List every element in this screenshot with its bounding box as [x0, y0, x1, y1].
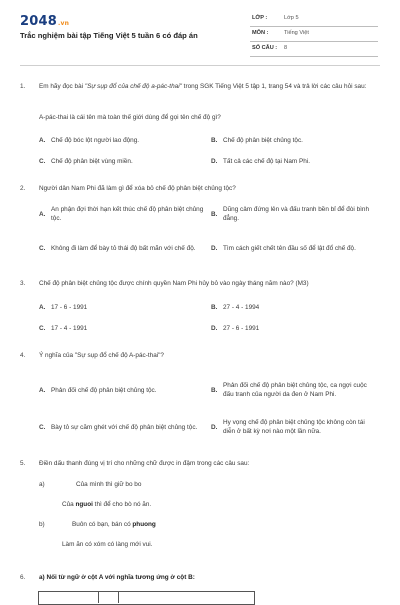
option-text: Chế độ bóc lột người lao động.	[51, 137, 140, 144]
question-text-part: Em hãy đọc bài	[39, 83, 85, 90]
logo-sub: .vn	[57, 20, 70, 27]
option-a[interactable]	[39, 136, 209, 145]
option-c[interactable]	[39, 417, 209, 437]
meta-key: MÔN :	[252, 30, 269, 36]
matching-table	[38, 591, 255, 605]
header-divider	[20, 65, 380, 66]
option-text: Phản đối chế độ phân biệt chủng tộc.	[51, 386, 157, 394]
option-text: Tìm cách giết chết tên đầu số để lật đổ chế độ.	[223, 244, 356, 252]
meta-row-subject	[250, 27, 378, 42]
option-letter: C.	[39, 423, 46, 431]
option-letter: B.	[211, 137, 218, 144]
option-letter: D.	[211, 158, 218, 165]
option-letter: A.	[39, 210, 46, 218]
meta-value: 8	[284, 45, 288, 51]
option-b[interactable]	[211, 303, 376, 312]
option-text: 17 - 4 - 1991	[51, 325, 88, 332]
option-a[interactable]	[39, 204, 209, 224]
meta-row-class	[250, 12, 378, 27]
question-number: 3.	[20, 280, 26, 287]
question-text: Người dân Nam Phi đã làm gì để xóa bỏ chế độ phân biệt chủng tộc?	[39, 185, 236, 192]
option-c[interactable]	[39, 324, 209, 333]
option-letter: B.	[211, 304, 218, 311]
question-number: 4.	[20, 352, 26, 359]
option-text: 27 - 4 - 1994	[223, 304, 260, 311]
option-letter: A.	[39, 137, 46, 144]
option-letter: C.	[39, 244, 46, 252]
option-text: Hy vọng chế độ phân biệt chủng tộc không còn tái diễn ở bất kỳ nơi nào một lần nữa.	[223, 419, 365, 435]
option-letter: C.	[39, 158, 46, 165]
item-line: Của mình thì giữ bo bo	[76, 481, 142, 488]
meta-table	[250, 12, 378, 57]
option-text: Chế độ phân biệt chủng tộc.	[223, 137, 303, 144]
option-letter: D.	[211, 244, 218, 252]
option-c[interactable]	[39, 157, 209, 166]
meta-row-count	[250, 42, 378, 57]
item-label: a)	[39, 481, 45, 488]
meta-value: Lớp 5	[284, 15, 299, 21]
bold-word: phuong	[132, 521, 156, 528]
question-text: a) Nối từ ngữ ở cột A với nghĩa tương ứng ở cột B:	[39, 574, 195, 581]
question-number: 6.	[20, 574, 26, 581]
item-line	[62, 500, 151, 509]
option-text: Tất cả các chế độ tại Nam Phi.	[223, 158, 311, 165]
item-line-part: Buôn có bạn, bán có	[72, 521, 133, 528]
question-subtext: A-pác-thai là cái tên mà toàn thế giới dùng để gọi tên chế độ gì?	[39, 114, 221, 121]
option-letter: D.	[211, 423, 218, 431]
option-b[interactable]	[211, 375, 376, 405]
option-d[interactable]	[211, 324, 376, 333]
option-b[interactable]	[211, 204, 376, 224]
option-letter: B.	[211, 386, 218, 394]
table-column-divider	[118, 591, 119, 603]
option-text: Chế độ phân biệt vùng miền.	[51, 158, 133, 165]
item-label: b)	[39, 521, 45, 528]
question-text: Ý nghĩa của "Sự sụp đổ chế độ A-pác-thai"?	[39, 352, 164, 359]
option-text: An phận đợi thời hạn kết thúc chế độ phân biệt chủng tộc.	[51, 206, 204, 222]
option-letter: B.	[211, 210, 218, 218]
meta-key: LỚP :	[252, 15, 268, 21]
option-letter: C.	[39, 325, 46, 332]
bold-word: nguoi	[75, 501, 93, 508]
site-logo[interactable]	[20, 14, 69, 29]
question-text: Chế độ phân biệt chủng tộc được chính quyền Nam Phi hủy bỏ vào ngày tháng năm nào? (M3)	[39, 280, 309, 287]
option-a[interactable]	[39, 375, 209, 405]
document-title: Trắc nghiệm bài tập Tiếng Việt 5 tuần 6 có đáp án	[20, 31, 198, 40]
item-line	[72, 520, 156, 529]
option-text: 27 - 6 - 1991	[223, 325, 260, 332]
item-line-part: thì để cho bò nó ăn.	[92, 501, 152, 508]
option-d[interactable]	[211, 238, 376, 258]
meta-value: Tiếng Việt	[284, 30, 309, 36]
option-text: Bày tỏ sự căm ghét với chế độ phân biệt chủng tộc.	[51, 423, 198, 431]
meta-key: SỐ CÂU :	[252, 45, 278, 51]
option-text: 17 - 6 - 1991	[51, 304, 88, 311]
item-line-part: Của	[62, 501, 76, 508]
option-b[interactable]	[211, 136, 376, 145]
question-number: 1.	[20, 83, 26, 90]
reading-title: "Sự sụp đổ của chế độ a-pác-thai"	[84, 83, 182, 90]
option-letter: A.	[39, 386, 46, 394]
item-line: Làm ăn có xóm có làng mới vui.	[62, 541, 153, 548]
question-text: Điền dấu thanh đúng vị trí cho những chữ được in đậm trong các câu sau:	[39, 460, 250, 467]
option-letter: A.	[39, 304, 46, 311]
question-text	[39, 82, 374, 91]
logo-main: 2048	[20, 14, 57, 29]
option-text: Phản đối chế độ phân biệt chủng tộc, ca ngợi cuộc đấu tranh của người da đen ở Nam Phi.	[223, 382, 367, 398]
option-c[interactable]	[39, 238, 209, 258]
question-text-part: trong SGK Tiếng Việt 5 tập 1, trang 54 và trả lời các câu hỏi sau:	[181, 83, 367, 90]
option-text: Dũng cảm đứng lên và đấu tranh bền bỉ để đòi bình đẳng.	[223, 206, 370, 222]
header	[0, 0, 400, 62]
option-text: Không đi làm để bày tỏ thái độ bất mãn với chế độ.	[51, 244, 196, 252]
question-number: 5.	[20, 460, 26, 467]
table-column-divider	[98, 591, 99, 603]
option-a[interactable]	[39, 303, 209, 312]
question-number: 2.	[20, 185, 26, 192]
option-d[interactable]	[211, 157, 376, 166]
option-d[interactable]	[211, 417, 376, 437]
option-letter: D.	[211, 325, 218, 332]
